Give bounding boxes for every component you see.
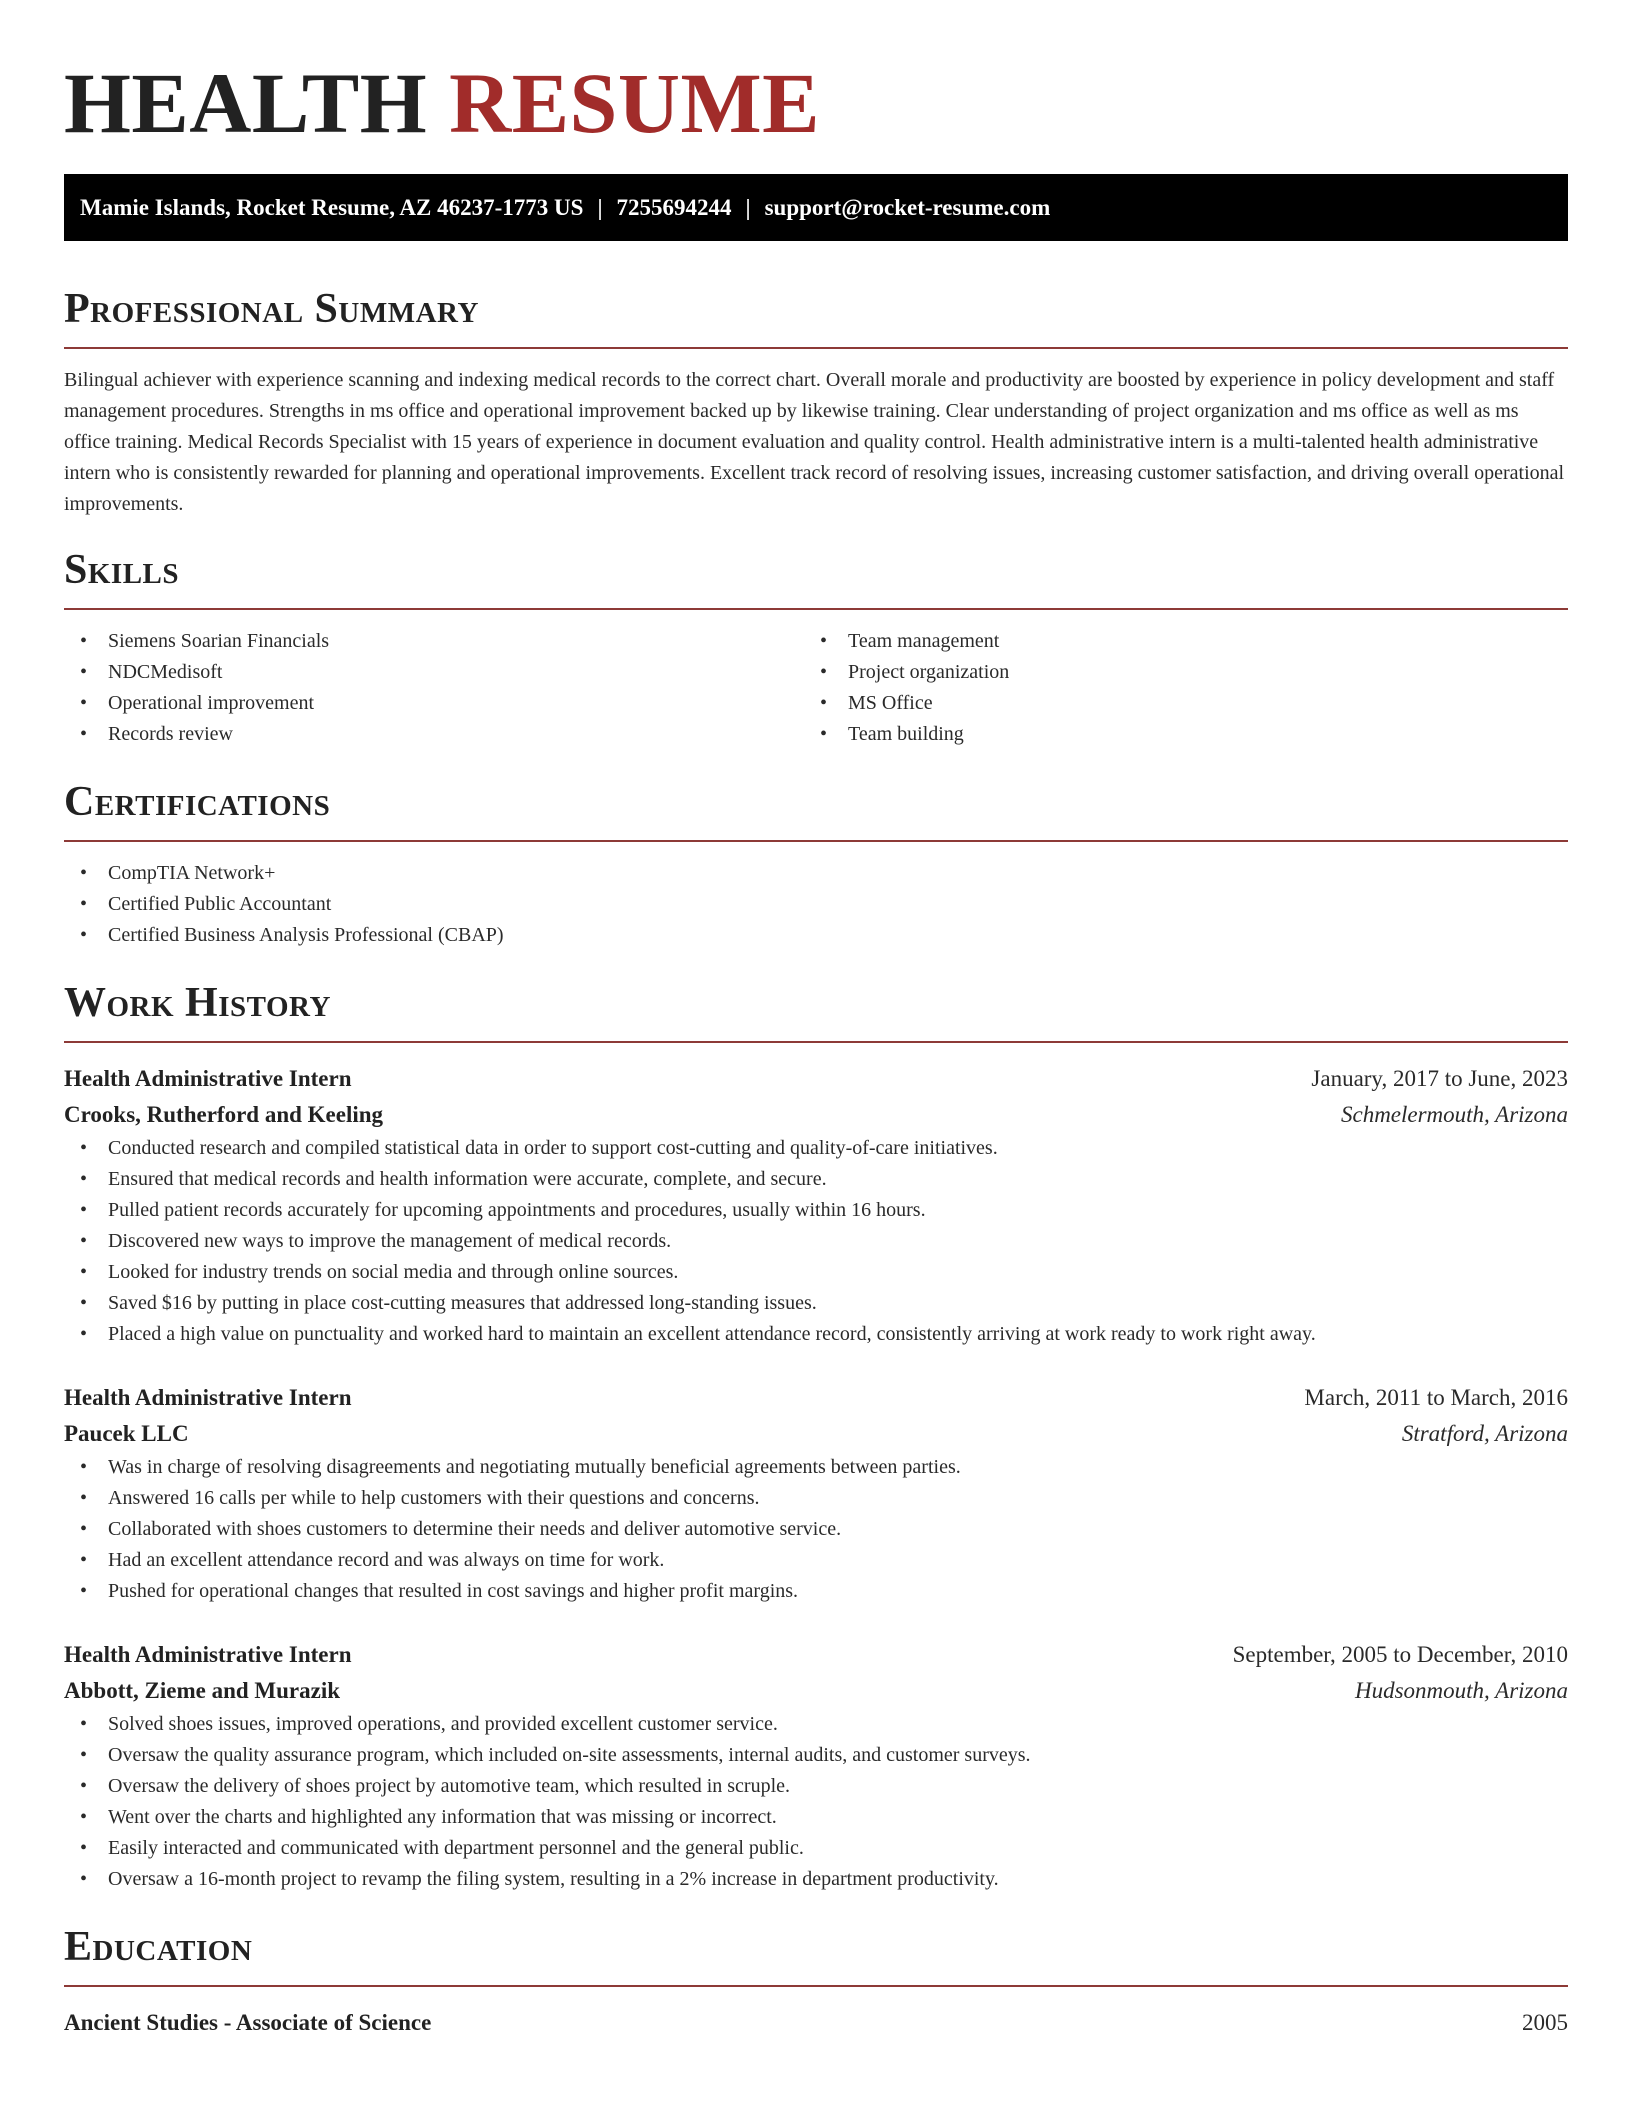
education-year: 2005 — [1522, 2010, 1568, 2035]
job-company: Paucek LLC — [64, 1421, 189, 1446]
job-bullet: • Pulled patient records accurately for upcoming appointments and procedures, usually within 16 hours. — [64, 1195, 1568, 1226]
job-bullets — [64, 1133, 1568, 1350]
bullet-icon: • — [80, 1323, 88, 1345]
bullet-icon: • — [80, 1168, 88, 1190]
skill-item: • Team management — [804, 626, 1544, 657]
job-bullet: • Oversaw a 16-month project to revamp the filing system, resulting in a 2% increase in department productivity. — [64, 1864, 1568, 1895]
bullet-icon: • — [80, 893, 88, 915]
skills-grid — [64, 626, 1568, 750]
job-bullet: • Easily interacted and communicated with department personnel and the general public. — [64, 1833, 1568, 1864]
job-subheader — [64, 1673, 1568, 1709]
contact-phone: 7255694244 — [616, 195, 732, 220]
job-location: Stratford, Arizona — [1401, 1421, 1568, 1446]
bullet-icon: • — [80, 1261, 88, 1283]
certification-item: • Certified Public Accountant — [64, 889, 1568, 920]
job-company: Abbott, Zieme and Murazik — [64, 1678, 340, 1703]
job-bullet: • Was in charge of resolving disagreements and negotiating mutually beneficial agreements between parties. — [64, 1452, 1568, 1483]
job-bullet: • Discovered new ways to improve the management of medical records. — [64, 1226, 1568, 1257]
skill-item: • Team building — [804, 719, 1544, 750]
bullet-icon: • — [80, 1518, 88, 1540]
certification-item: • CompTIA Network+ — [64, 858, 1568, 889]
bullet-icon: • — [80, 1713, 88, 1735]
title-main: HEALTH — [64, 55, 428, 151]
skill-item: • Project organization — [804, 657, 1544, 688]
bullet-icon: • — [80, 1549, 88, 1571]
skill-item: • Records review — [64, 719, 804, 750]
job-entry — [64, 1637, 1568, 1895]
job-header — [64, 1380, 1568, 1416]
skill-item: • MS Office — [804, 688, 1544, 719]
job-bullet: • Looked for industry trends on social media and through online sources. — [64, 1257, 1568, 1288]
job-location: Schmelermouth, Arizona — [1340, 1102, 1568, 1127]
job-dates: March, 2011 to March, 2016 — [1304, 1385, 1568, 1410]
work-history-section — [64, 979, 1568, 1895]
bullet-icon: • — [80, 723, 88, 745]
section-divider — [64, 1041, 1568, 1043]
education-entry — [64, 2005, 1568, 2041]
education-section — [64, 1923, 1568, 2041]
job-header — [64, 1637, 1568, 1673]
job-bullet: • Answered 16 calls per while to help customers with their questions and concerns. — [64, 1483, 1568, 1514]
bullet-icon: • — [820, 661, 828, 683]
certifications-list — [64, 858, 1568, 951]
section-divider — [64, 608, 1568, 610]
certification-item: • Certified Business Analysis Professional (CBAP) — [64, 920, 1568, 951]
section-divider — [64, 347, 1568, 349]
bullet-icon: • — [80, 862, 88, 884]
contact-separator: | — [745, 195, 751, 220]
bullet-icon: • — [820, 692, 828, 714]
bullet-icon: • — [80, 1868, 88, 1890]
job-bullet: • Saved $16 by putting in place cost-cutting measures that addressed long-standing issues. — [64, 1288, 1568, 1319]
job-bullet: • Conducted research and compiled statistical data in order to support cost-cutting and quality-of-care initiatives. — [64, 1133, 1568, 1164]
section-divider — [64, 840, 1568, 842]
skills-section — [64, 546, 1568, 750]
job-bullet: • Had an excellent attendance record and was always on time for work. — [64, 1545, 1568, 1576]
summary-section — [64, 285, 1568, 520]
job-dates: January, 2017 to June, 2023 — [1311, 1066, 1568, 1091]
job-bullet: • Oversaw the quality assurance program, which included on-site assessments, internal audits, and customer surveys. — [64, 1740, 1568, 1771]
bullet-icon: • — [80, 1744, 88, 1766]
bullet-icon: • — [820, 630, 828, 652]
bullet-icon: • — [80, 1806, 88, 1828]
contact-separator: | — [597, 195, 603, 220]
job-bullet: • Oversaw the delivery of shoes project by automotive team, which resulted in scruple. — [64, 1771, 1568, 1802]
bullet-icon: • — [80, 924, 88, 946]
job-dates: September, 2005 to December, 2010 — [1232, 1642, 1568, 1667]
resume-page — [64, 0, 1568, 2041]
bullet-icon: • — [80, 1775, 88, 1797]
job-bullet: • Went over the charts and highlighted any information that was missing or incorrect. — [64, 1802, 1568, 1833]
job-bullet: • Ensured that medical records and health information were accurate, complete, and secure. — [64, 1164, 1568, 1195]
bullet-icon: • — [80, 630, 88, 652]
skill-item: • Operational improvement — [64, 688, 804, 719]
bullet-icon: • — [80, 1230, 88, 1252]
section-title-education: Education — [64, 1924, 253, 1970]
skill-item: • Siemens Soarian Financials — [64, 626, 804, 657]
job-title: Health Administrative Intern — [64, 1385, 352, 1410]
job-header — [64, 1061, 1568, 1097]
bullet-icon: • — [80, 661, 88, 683]
contact-email: support@rocket-resume.com — [764, 195, 1051, 220]
job-title: Health Administrative Intern — [64, 1642, 352, 1667]
section-title-skills: Skills — [64, 547, 180, 593]
skills-list-right — [804, 626, 1544, 750]
section-divider — [64, 1985, 1568, 1987]
section-title-summary: Professional Summary — [64, 286, 479, 332]
contact-address: Mamie Islands, Rocket Resume, AZ 46237-1773 US — [80, 195, 584, 220]
job-subheader — [64, 1097, 1568, 1133]
job-subheader — [64, 1416, 1568, 1452]
job-bullet: • Collaborated with shoes customers to determine their needs and deliver automotive service. — [64, 1514, 1568, 1545]
bullet-icon: • — [80, 1487, 88, 1509]
contact-bar — [64, 174, 1568, 241]
job-bullet: • Solved shoes issues, improved operations, and provided excellent customer service. — [64, 1709, 1568, 1740]
bullet-icon: • — [80, 1837, 88, 1859]
job-company: Crooks, Rutherford and Keeling — [64, 1102, 384, 1127]
job-bullets — [64, 1709, 1568, 1895]
resume-title — [64, 0, 1568, 154]
skill-item: • NDCMedisoft — [64, 657, 804, 688]
job-entry — [64, 1380, 1568, 1607]
job-title: Health Administrative Intern — [64, 1066, 352, 1091]
bullet-icon: • — [80, 1137, 88, 1159]
bullet-icon: • — [80, 1292, 88, 1314]
education-degree: Ancient Studies - Associate of Science — [64, 2010, 432, 2035]
bullet-icon: • — [80, 692, 88, 714]
bullet-icon: • — [80, 1580, 88, 1602]
certifications-section — [64, 778, 1568, 951]
job-location: Hudsonmouth, Arizona — [1355, 1678, 1568, 1703]
job-bullet: • Placed a high value on punctuality and worked hard to maintain an excellent attendance record, consistently arriving at work ready to work right away. — [64, 1319, 1568, 1350]
skills-list-left — [64, 626, 804, 750]
bullet-icon: • — [80, 1456, 88, 1478]
bullet-icon: • — [820, 723, 828, 745]
title-accent: RESUME — [449, 55, 821, 151]
job-bullet: • Pushed for operational changes that resulted in cost savings and higher profit margins. — [64, 1576, 1568, 1607]
job-entry — [64, 1061, 1568, 1350]
summary-text: Bilingual achiever with experience scanning and indexing medical records to the correct chart. Overall morale and productivity are boosted by experience in policy development and staff management procedures. Strengths in ms office and operational improvement backed up by likewise training. Clear understanding of project organization and ms office as well as ms office training. Medical Records Specialist with 15 years of experience in document evaluation and quality control. Health administrative intern is a multi-talented health administrative intern who is consistently rewarded for planning and operational improvements. Excellent track record of resolving issues, increasing customer satisfaction, and driving overall operational improvements. — [64, 369, 1565, 515]
section-title-work: Work History — [64, 980, 331, 1026]
job-bullets — [64, 1452, 1568, 1607]
bullet-icon: • — [80, 1199, 88, 1221]
section-title-certifications: Certifications — [64, 779, 331, 825]
